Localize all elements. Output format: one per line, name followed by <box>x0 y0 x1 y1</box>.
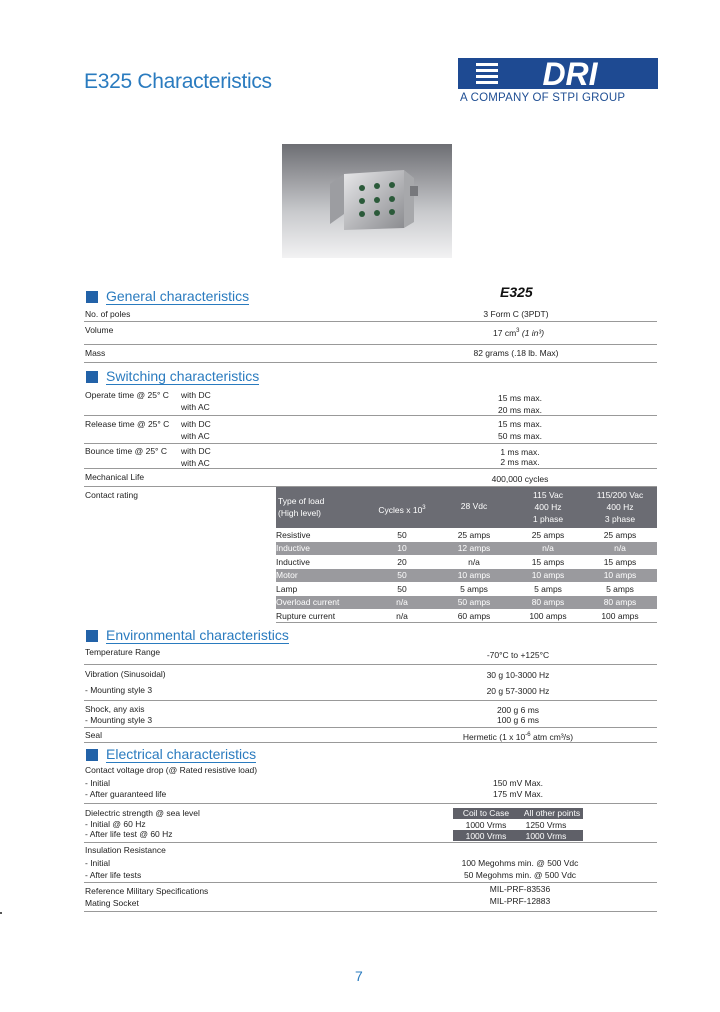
table-row: Lamp 50 5 amps 5 amps 5 amps <box>276 584 634 594</box>
seal-value: Hermetic (1 x $10^{-6}$ atm cm³/s) <box>462 731 574 742</box>
release-dc-value: 15 ms max. <box>498 419 542 429</box>
ds-after-other: 1000 Vrms <box>525 831 567 841</box>
with-dc: with DC <box>181 419 211 429</box>
relay-photo <box>282 144 452 258</box>
cvd-after-label: - After guaranteed life <box>85 789 167 799</box>
temp-value: -70°C to +125°C <box>486 650 550 660</box>
section-electrical <box>86 746 486 764</box>
with-dc: with DC <box>181 390 211 400</box>
ds-initial-label: - Initial @ 60 Hz <box>85 819 146 829</box>
socket-value: MIL-PRF-12883 <box>489 896 551 906</box>
vibration-mount-label: - Mounting style 3 <box>85 685 153 695</box>
bounce-label: Bounce time @ 25° C <box>85 446 167 456</box>
section-title: Environmental characteristics <box>106 627 289 643</box>
contact-table-header: Type of load (High level) Cycles x $10^3$ 28 Vdc 115 Vac 400 Hz 1 phase 115/200 Vac 400 Hz 3 phase <box>276 487 657 528</box>
table-row: Resistive 50 25 amps 25 amps 25 amps <box>276 530 637 540</box>
contact-rating-label: Contact rating <box>85 490 138 500</box>
section-switching <box>86 368 486 386</box>
seal-label: Seal <box>85 730 103 740</box>
poles-value: 3 Form C (3PDT) <box>483 309 549 319</box>
socket-label: Mating Socket <box>85 898 139 908</box>
shock-mount-label: - Mounting style 3 <box>85 715 153 725</box>
cvd-initial-value: 150 mV Max. <box>492 778 544 788</box>
operate-ac-value: 20 ms max. <box>498 405 542 415</box>
release-ac-value: 50 ms max. <box>498 431 542 441</box>
vibration-mount-value: 20 g 57-3000 Hz <box>486 686 550 696</box>
bounce-ac-value: 2 ms max. <box>500 457 540 467</box>
mech-life-label: Mechanical Life <box>85 472 145 482</box>
bounce-dc-value: 1 ms max. <box>500 447 540 457</box>
table-row: Rupture current n/a 60 amps 100 amps 100 amps <box>276 611 639 621</box>
table-row: Overload current n/a 50 amps 80 amps 80 amps <box>276 596 657 609</box>
poles-label: No. of poles <box>85 309 131 319</box>
page-title: E325 Characteristics <box>84 70 272 93</box>
logo-text: DRI <box>542 58 598 92</box>
product-name: E325 <box>500 284 533 300</box>
section-title: General characteristics <box>106 288 250 304</box>
mass-value: 82 grams (.18 lb. Max) <box>473 348 559 358</box>
ds-after-label: - After life test @ 60 Hz <box>85 829 173 839</box>
volume-label: Volume <box>85 325 114 335</box>
ir-after-label: - After life tests <box>85 870 142 880</box>
page-number: 7 <box>355 968 363 984</box>
ir-after-value: 50 Megohms min. @ 500 Vdc <box>463 870 577 880</box>
release-label: Release time @ 25° C <box>85 419 170 429</box>
volume-value: 17 $cm^3$ (1 in³) <box>493 327 545 338</box>
cvd-label: Contact voltage drop (@ Rated resistive load) <box>85 765 258 775</box>
with-dc: with DC <box>181 446 211 456</box>
section-bullet-icon <box>86 630 98 642</box>
shock-value: 200 g 6 ms <box>496 705 540 715</box>
section-bullet-icon <box>86 291 98 303</box>
ds-initial-other: 1250 Vrms <box>525 820 567 830</box>
mech-life-value: 400,000 cycles <box>491 474 549 484</box>
ir-initial-value: 100 Megohms min. @ 500 Vdc <box>461 858 579 868</box>
shock-mount-value: 100 g 6 ms <box>496 715 540 725</box>
logo-subtitle: A COMPANY OF STPI GROUP <box>460 92 626 104</box>
ds-label: Dielectric strength @ sea level <box>85 808 200 818</box>
ref-spec-value: MIL-PRF-83536 <box>489 884 551 894</box>
table-row: Motor 50 10 amps 10 amps 10 amps <box>276 569 657 582</box>
vibration-label: Vibration (Sinusoidal) <box>85 669 166 679</box>
mass-label: Mass <box>85 348 106 358</box>
cvd-initial-label: - Initial <box>85 778 111 788</box>
ir-initial-label: - Initial <box>85 858 111 868</box>
ds-after-coil: 1000 Vrms <box>465 831 507 841</box>
temp-label: Temperature Range <box>85 647 161 657</box>
table-row: Inductive 10 12 amps n/a n/a <box>276 542 657 555</box>
ds-col1: Coil to Case <box>462 808 510 818</box>
ds-col2: All other points <box>523 808 581 818</box>
section-environmental <box>86 627 486 645</box>
table-row: Inductive 20 n/a 15 amps 15 amps <box>276 557 637 567</box>
ir-label: Insulation Resistance <box>85 845 166 855</box>
margin-mark <box>0 912 2 914</box>
cvd-after-value: 175 mV Max. <box>492 789 544 799</box>
section-title: Switching characteristics <box>106 368 260 384</box>
vibration-value: 30 g 10-3000 Hz <box>486 670 550 680</box>
operate-label: Operate time @ 25° C <box>85 390 169 400</box>
with-ac: with AC <box>181 402 210 412</box>
ds-initial-coil: 1000 Vrms <box>465 820 507 830</box>
with-ac: with AC <box>181 431 210 441</box>
ref-spec-label: Reference Military Specifications <box>85 886 209 896</box>
section-title: Electrical characteristics <box>106 746 257 762</box>
section-general <box>86 288 486 306</box>
section-bullet-icon <box>86 749 98 761</box>
section-bullet-icon <box>86 371 98 383</box>
with-ac: with AC <box>181 458 210 468</box>
operate-dc-value: 15 ms max. <box>498 393 542 403</box>
shock-label: Shock, any axis <box>85 704 145 714</box>
